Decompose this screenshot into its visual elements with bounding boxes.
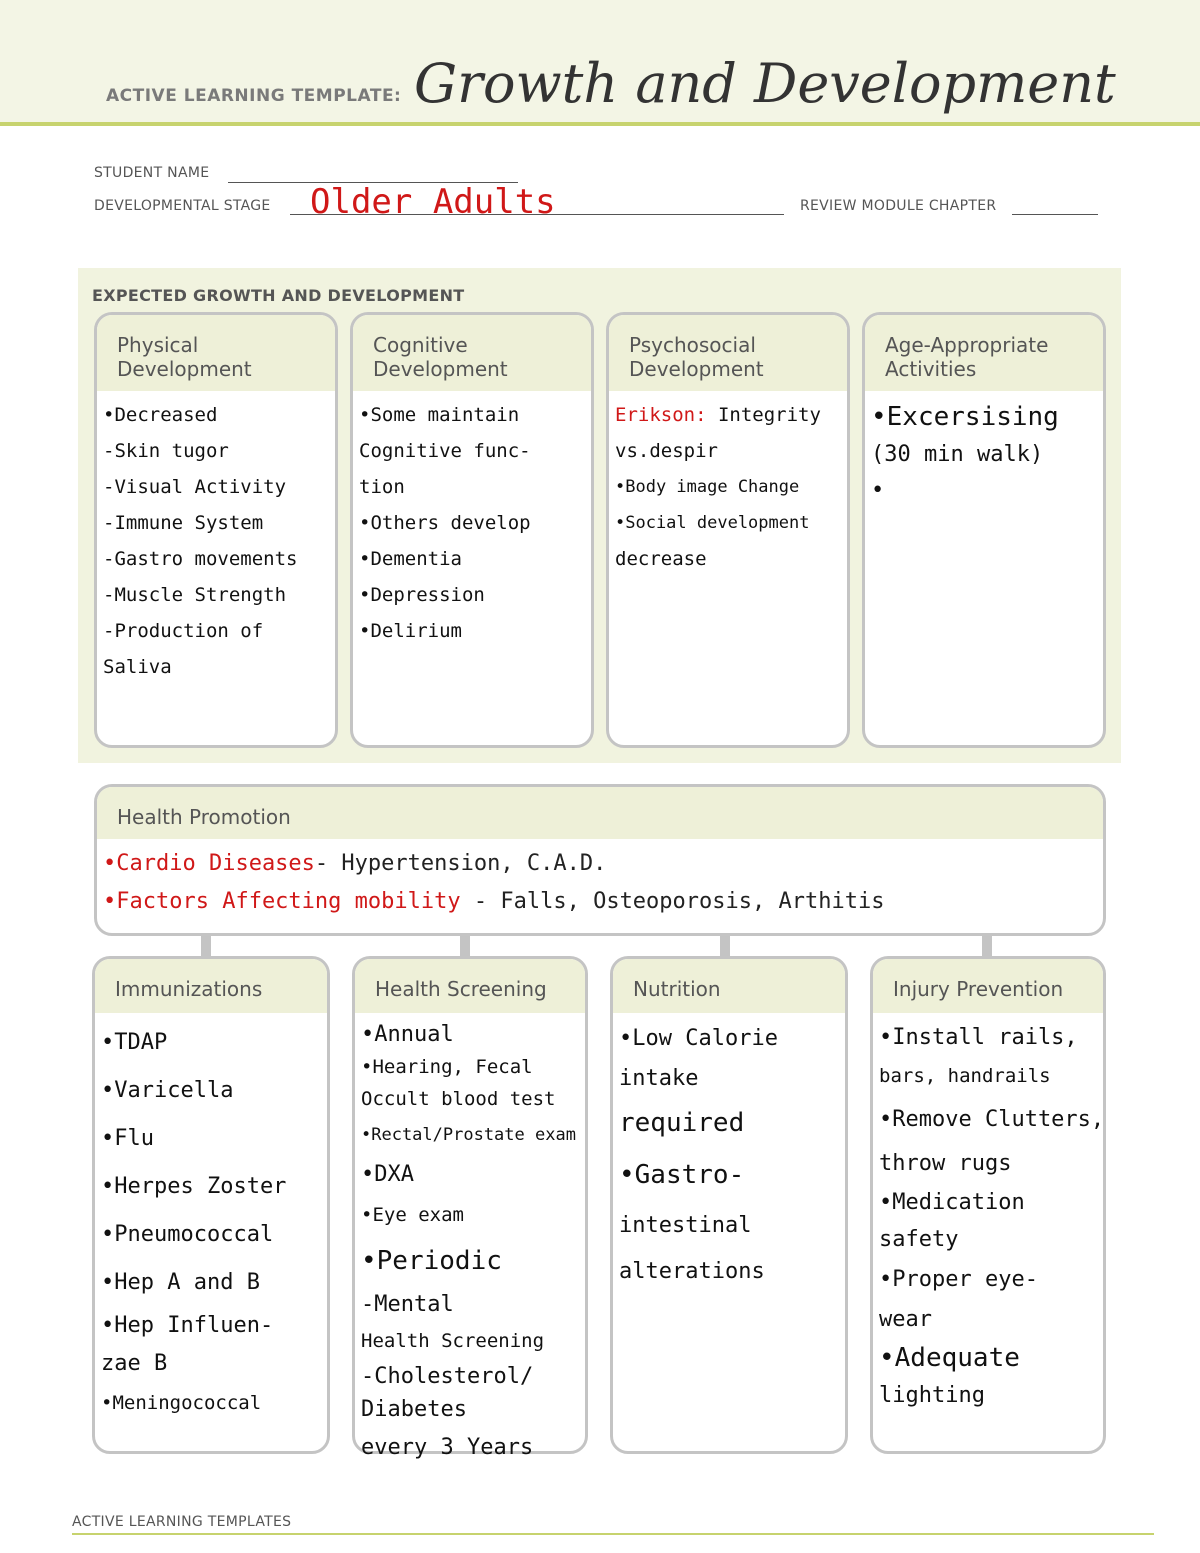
connector <box>201 934 211 956</box>
immunizations-card <box>92 956 330 1454</box>
note-line: •Hep A and B <box>101 1270 260 1295</box>
note-line: •Meningococcal <box>101 1392 262 1414</box>
health-promotion-detail: - Hypertension, C.A.D. <box>314 851 607 876</box>
note-line: wear <box>879 1307 932 1332</box>
developmental-stage-value: Older Adults <box>310 182 556 222</box>
template-label: ACTIVE LEARNING TEMPLATE: <box>106 86 402 106</box>
immunizations-notes <box>95 1013 327 1423</box>
note-line: lighting <box>879 1383 985 1408</box>
card-head-line: Development <box>117 357 252 381</box>
note-line: every 3 Years <box>361 1435 534 1460</box>
nutrition-card <box>610 956 848 1454</box>
injury-prevention-notes <box>873 1013 1103 1413</box>
note-line: Saliva <box>103 656 172 678</box>
developmental-stage-label: DEVELOPMENTAL STAGE <box>94 198 271 214</box>
connector <box>460 934 470 956</box>
psychosocial-development-card <box>606 312 850 748</box>
note-line: Cognitive func- <box>359 440 531 462</box>
note-line: •Dementia <box>359 548 462 570</box>
note-line: -Muscle Strength <box>103 584 287 606</box>
note-line: intake <box>619 1066 699 1091</box>
note-line: zae B <box>101 1351 168 1376</box>
age-appropriate-activities-notes <box>865 391 1103 509</box>
nutrition-notes <box>613 1013 845 1295</box>
card-head-line: Physical <box>117 333 199 357</box>
note-line: •DXA <box>361 1162 414 1187</box>
note-line: safety <box>879 1227 959 1252</box>
note-line: •Social development <box>615 513 810 533</box>
note-line: •Pneumococcal <box>101 1222 274 1247</box>
note-line: •Eye exam <box>361 1204 464 1226</box>
review-module-field[interactable] <box>1012 214 1098 215</box>
health-promotion-item <box>103 883 1097 921</box>
card-head-line: Cognitive <box>373 333 468 357</box>
health-promotion-notes <box>97 839 1103 921</box>
immunizations-title: Immunizations <box>115 977 263 1001</box>
note-line: •Body image Change <box>615 477 800 497</box>
physical-development-card <box>94 312 338 748</box>
cognitive-development-header <box>353 315 591 391</box>
connector <box>982 934 992 956</box>
note-line: •Gastro- <box>619 1160 745 1190</box>
health-promotion-title: Health Promotion <box>117 805 291 829</box>
note-line: •Install rails, <box>879 1025 1078 1050</box>
physical-development-notes <box>97 391 335 685</box>
note-line: •Proper eye- <box>879 1267 1038 1292</box>
note-line: •Herpes Zoster <box>101 1174 287 1199</box>
note-line: •Depression <box>359 584 485 606</box>
header-rule <box>0 122 1200 126</box>
footer-text: ACTIVE LEARNING TEMPLATES <box>72 1514 292 1530</box>
note-line: •Varicella <box>101 1078 234 1103</box>
note-line: decrease <box>615 548 707 570</box>
age-appropriate-activities-header <box>865 315 1103 391</box>
health-promotion-item <box>103 845 1097 883</box>
note-line: (30 min walk) <box>871 442 1044 467</box>
note-line: •Periodic <box>361 1246 502 1276</box>
note-line: Health Screening <box>361 1330 545 1352</box>
note-line: -Cholesterol/ <box>361 1364 534 1389</box>
health-screening-title: Health Screening <box>375 977 547 1001</box>
note-text: Integrity <box>706 404 821 426</box>
nutrition-header <box>613 959 845 1013</box>
health-screening-card <box>352 956 588 1460</box>
note-line: •Medication <box>879 1190 1025 1215</box>
injury-prevention-title: Injury Prevention <box>893 977 1064 1001</box>
note-line: •TDAP <box>101 1030 168 1055</box>
note-line: tion <box>359 476 405 498</box>
template-title: Growth and Development <box>414 52 1116 115</box>
card-head-line: Development <box>629 357 764 381</box>
note-line: -Immune System <box>103 512 264 534</box>
student-name-label: STUDENT NAME <box>94 165 210 181</box>
cognitive-development-notes <box>353 391 591 649</box>
note-line: •Others develop <box>359 512 531 534</box>
note-line: intestinal <box>619 1213 752 1238</box>
nutrition-title: Nutrition <box>633 977 721 1001</box>
card-head-line: Psychosocial <box>629 333 756 357</box>
erikson-label: Erikson: <box>615 404 707 426</box>
note-line: alterations <box>619 1259 765 1284</box>
health-promotion-header <box>97 787 1103 839</box>
physical-development-header <box>97 315 335 391</box>
note-line: •Some maintain <box>359 404 520 426</box>
health-promotion-detail: - Falls, Osteoporosis, Arthitis <box>460 889 885 914</box>
injury-prevention-header <box>873 959 1103 1013</box>
footer-rule <box>72 1533 1154 1535</box>
card-head-line: Age-Appropriate <box>885 333 1049 357</box>
health-promotion-card <box>94 784 1106 936</box>
card-head-line: Development <box>373 357 508 381</box>
note-line: •Hep Influen- <box>101 1313 274 1338</box>
note-line: • <box>871 478 885 503</box>
note-line: -Gastro movements <box>103 548 298 570</box>
review-module-label: REVIEW MODULE CHAPTER <box>800 198 997 214</box>
health-screening-notes <box>355 1013 585 1471</box>
note-line: •Annual <box>361 1022 454 1047</box>
note-line: •Low Calorie <box>619 1026 778 1051</box>
card-head-line: Activities <box>885 357 977 381</box>
note-line: vs.despir <box>615 440 718 462</box>
note-line: •Adequate <box>879 1343 1020 1373</box>
health-promotion-topic: •Cardio Diseases <box>103 851 315 876</box>
note-line: Diabetes <box>361 1397 467 1422</box>
note-line: •Hearing, Fecal <box>361 1056 533 1078</box>
note-line: •Excersising <box>871 402 1059 432</box>
injury-prevention-card <box>870 956 1106 1454</box>
health-screening-header <box>355 959 585 1013</box>
health-promotion-topic: •Factors Affecting mobility <box>103 889 461 914</box>
note-line: Occult blood test <box>361 1088 556 1110</box>
note-line: -Mental <box>361 1292 454 1317</box>
note-line: -Production of <box>103 620 264 642</box>
note-line: •Decreased <box>103 404 218 426</box>
expected-growth-title: EXPECTED GROWTH AND DEVELOPMENT <box>92 286 465 305</box>
age-appropriate-activities-card <box>862 312 1106 748</box>
connector <box>720 934 730 956</box>
note-line <box>615 397 841 433</box>
note-line: •Remove Clutters, <box>879 1107 1105 1132</box>
note-line: -Visual Activity <box>103 476 287 498</box>
psychosocial-development-notes <box>609 391 847 577</box>
note-line: throw rugs <box>879 1151 1012 1176</box>
cognitive-development-card <box>350 312 594 748</box>
note-line: •Flu <box>101 1126 154 1151</box>
note-line: bars, handrails <box>879 1065 1051 1087</box>
note-line: -Skin tugor <box>103 440 229 462</box>
note-line: •Delirium <box>359 620 462 642</box>
psychosocial-development-header <box>609 315 847 391</box>
immunizations-header <box>95 959 327 1013</box>
note-line: •Rectal/Prostate exam <box>361 1125 576 1145</box>
note-line: required <box>619 1108 745 1138</box>
